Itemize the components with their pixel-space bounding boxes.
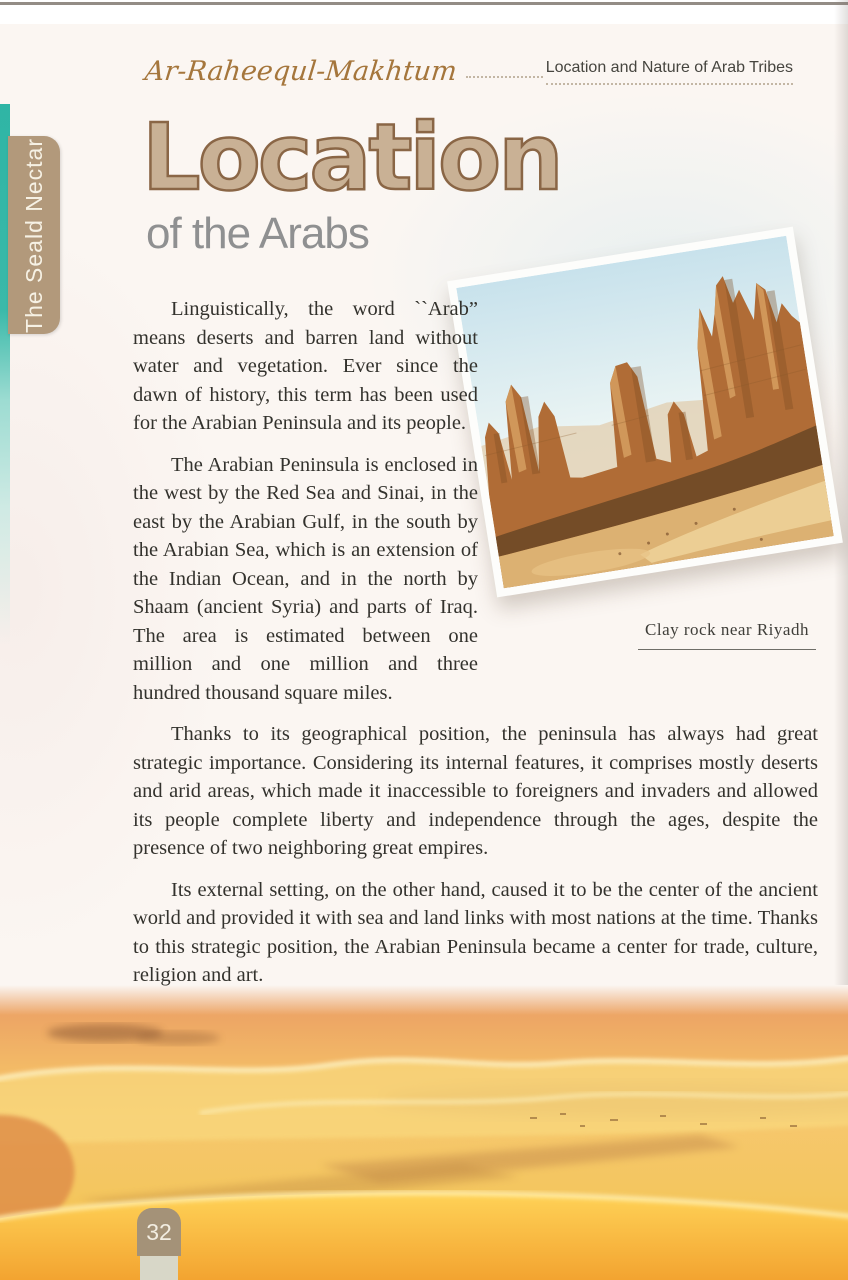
paragraph-3: Thanks to its geographical position, the peninsula has always had great strategic importance. Considering its internal features, it comprises mostly deserts and arid areas, which made it inaccessible to foreigners and invaders and allowed its people complete liberty and independence through the ages, despite the presence of two neighboring great empires. [133,723,818,859]
desert-dunes-image [0,985,848,1280]
book-title-script: Ar-Raheequl-Makhtum [143,56,459,88]
section-title: Location and Nature of Arab Tribes [546,58,793,85]
page-number-strip [140,1256,178,1280]
sidebar-tab [8,136,60,334]
page-number: 32 [146,1218,172,1245]
chapter-title: Location [142,104,561,211]
chapter-subtitle: of the Arabs [146,209,369,258]
sidebar-tab-label: The Seald Nectar [20,137,47,333]
chapter-title-block [142,104,561,258]
photo-float-spacer [478,295,818,655]
paragraph-2: The Arabian Peninsula is enclosed in the west by the Red Sea and Sinai, in the east by the Arabian Gulf, in the south by the Arabian Sea, which is an extension of the Indian Ocean, and in the north by Shaam (ancient Syria) and parts of Iraq. The area is estimated between one million and one million and three hundred thousand square miles. [133,453,478,704]
page-number-tab [137,1208,181,1256]
page-header [143,56,793,88]
photo-caption: Clay rock near Riyadh [638,620,816,650]
paragraph-1: Linguistically, the word ``Arab” means deserts and barren land without water and vegetation. Ever since the dawn of history, this term has been used for the Arabian Peninsula and its people. [133,298,478,434]
scan-top-edge [0,2,848,5]
dunes-illustration [0,985,848,1280]
header-dotted-rule [466,74,543,78]
paragraph-4: Its external setting, on the other hand, caused it to be the center of the ancient world and provided it with sea and land links with most nations at the time. Thanks to this strategic position, the Arabian Peninsula became a center for trade, culture, religion and art. [133,878,818,986]
